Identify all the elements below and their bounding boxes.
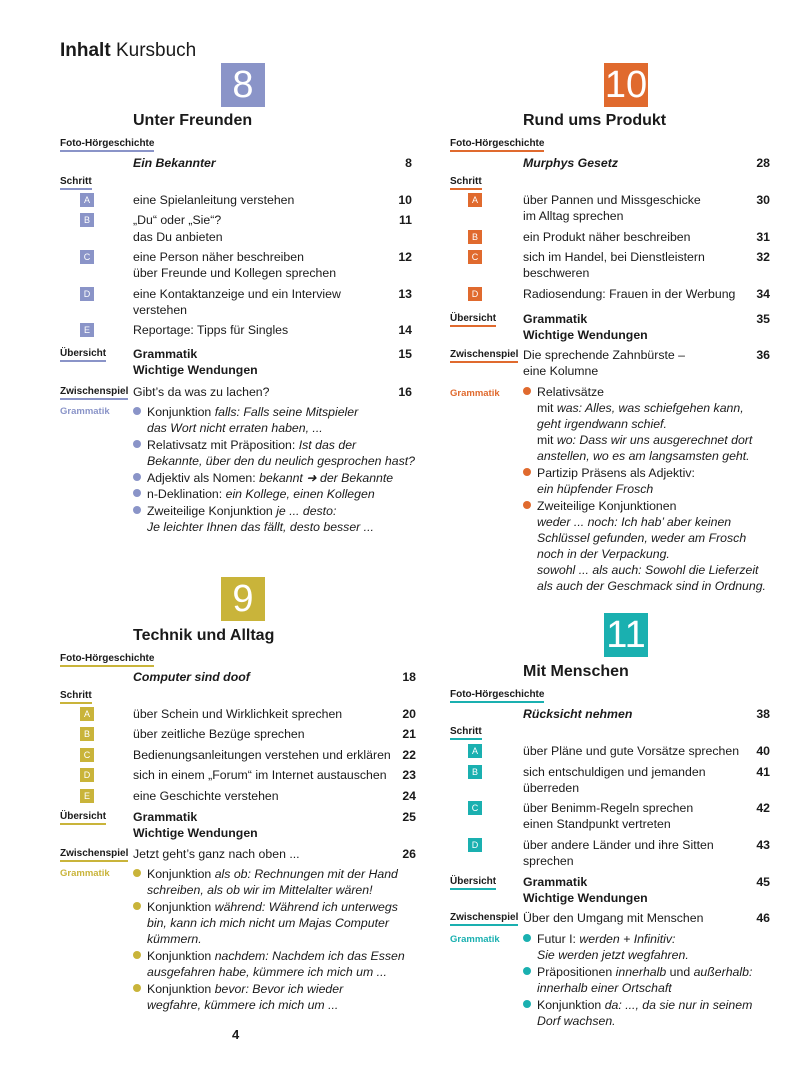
uebersicht-text: Wichtige Wendungen bbox=[133, 363, 258, 377]
bullet-icon bbox=[523, 934, 531, 942]
unit-title: Rund ums Produkt bbox=[523, 112, 667, 129]
step-text: eine Geschichte verstehen bbox=[133, 789, 279, 803]
uebersicht-text: Wichtige Wendungen bbox=[523, 891, 648, 905]
grammar-item-cont: geht irgendwann schief. bbox=[537, 417, 667, 431]
page-ref: 36 bbox=[756, 348, 770, 362]
grammar-item-cont: innerhalb einer Ortschaft bbox=[537, 981, 672, 995]
step-text: sprechen bbox=[523, 854, 574, 868]
bullet-icon bbox=[523, 501, 531, 509]
step-text: sich in einem „Forum“ im Internet austauschen bbox=[133, 768, 387, 782]
uebersicht-text: Grammatik bbox=[523, 312, 588, 326]
page-title: Inhalt Kursbuch bbox=[60, 40, 197, 61]
step-badge-e: E bbox=[80, 323, 94, 337]
step-text: im Alltag sprechen bbox=[523, 209, 624, 223]
grammar-item-cont: noch in der Verpackung. bbox=[537, 547, 670, 561]
step-badge-a: A bbox=[80, 193, 94, 207]
grammar-item: Adjektiv als Nomen: bekannt ➜ der Bekannte bbox=[133, 470, 393, 486]
bullet-icon bbox=[133, 869, 141, 877]
page-ref: 22 bbox=[402, 748, 416, 762]
bullet-icon bbox=[133, 440, 141, 448]
grammatik-label: Grammatik bbox=[450, 934, 500, 945]
uebersicht-label: Übersicht bbox=[60, 811, 106, 825]
grammar-item: Partizip Präsens als Adjektiv: bbox=[523, 465, 695, 481]
grammar-item: Konjunktion während: Während ich unterwegs bbox=[133, 899, 398, 915]
step-badge-a: A bbox=[80, 707, 94, 721]
foto-label: Foto-Hörgeschichte bbox=[60, 138, 154, 152]
grammar-item-cont: mit wo: Dass wir uns ausgerechnet dort bbox=[537, 433, 753, 447]
bullet-icon bbox=[133, 902, 141, 910]
zwischenspiel-label: Zwischenspiel bbox=[60, 848, 128, 862]
grammar-item: Konjunktion nachdem: Nachdem ich das Essen bbox=[133, 948, 405, 964]
bullet-icon bbox=[523, 387, 531, 395]
step-text: „Du“ oder „Sie“? bbox=[133, 213, 222, 227]
foto-title: Rücksicht nehmen bbox=[523, 707, 633, 721]
step-text: Reportage: Tipps für Singles bbox=[133, 323, 289, 337]
page-ref: 25 bbox=[402, 810, 416, 824]
page-ref: 42 bbox=[756, 801, 770, 815]
schritt-label: Schritt bbox=[60, 176, 92, 190]
uebersicht-text: Wichtige Wendungen bbox=[133, 826, 258, 840]
grammatik-label: Grammatik bbox=[450, 388, 500, 399]
page-number: 4 bbox=[232, 1027, 240, 1042]
grammatik-label: Grammatik bbox=[60, 406, 110, 417]
bullet-icon bbox=[523, 468, 531, 476]
zwischenspiel-text: Gibt’s da was zu lachen? bbox=[133, 385, 270, 399]
page-ref: 40 bbox=[756, 744, 770, 758]
bullet-icon bbox=[523, 1000, 531, 1008]
step-badge-c: C bbox=[468, 801, 482, 815]
step-badge-c: C bbox=[80, 250, 94, 264]
step-text: eine Person näher beschreiben bbox=[133, 250, 304, 264]
step-text: eine Kontaktanzeige und ein Interview bbox=[133, 287, 341, 301]
zwischenspiel-text: eine Kolumne bbox=[523, 364, 599, 378]
page-ref: 43 bbox=[756, 838, 770, 852]
grammar-item-cont: weder ... noch: Ich hab’ aber keinen bbox=[537, 515, 732, 529]
uebersicht-label: Übersicht bbox=[450, 313, 496, 327]
page-ref: 21 bbox=[402, 727, 416, 741]
page-ref: 11 bbox=[399, 213, 412, 227]
step-text: Bedienungsanleitungen verstehen und erklären bbox=[133, 748, 391, 762]
step-text: das Du anbieten bbox=[133, 230, 223, 244]
page-ref: 30 bbox=[756, 193, 770, 207]
grammar-item-cont: als auch der Geschmack sind in Ordnung. bbox=[537, 579, 766, 593]
step-badge-e: E bbox=[80, 789, 94, 803]
foto-label: Foto-Hörgeschichte bbox=[450, 138, 544, 152]
uebersicht-text: Wichtige Wendungen bbox=[523, 328, 648, 342]
page-ref: 12 bbox=[398, 250, 412, 264]
uebersicht-text: Grammatik bbox=[133, 810, 198, 824]
grammar-item-cont: kümmern. bbox=[147, 932, 202, 946]
step-text: über andere Länder und ihre Sitten bbox=[523, 838, 714, 852]
foto-label: Foto-Hörgeschichte bbox=[60, 653, 154, 667]
zwischenspiel-label: Zwischenspiel bbox=[60, 386, 128, 400]
uebersicht-label: Übersicht bbox=[60, 348, 106, 362]
step-text: sich entschuldigen und jemanden bbox=[523, 765, 706, 779]
page-ref: 34 bbox=[756, 287, 770, 301]
grammar-item: Zweiteilige Konjunktion je ... desto: bbox=[133, 503, 336, 519]
grammar-item: Futur I: werden + Infinitiv: bbox=[523, 931, 675, 947]
step-text: über Schein und Wirklichkeit sprechen bbox=[133, 707, 343, 721]
bullet-icon bbox=[133, 506, 141, 514]
unit-number-badge: 9 bbox=[221, 577, 265, 621]
page-ref: 31 bbox=[756, 230, 770, 244]
step-badge-b: B bbox=[80, 727, 94, 741]
page-ref: 20 bbox=[402, 707, 416, 721]
step-text: über zeitliche Bezüge sprechen bbox=[133, 727, 305, 741]
step-text: beschweren bbox=[523, 266, 590, 280]
page-ref: 14 bbox=[398, 323, 412, 337]
step-badge-b: B bbox=[80, 213, 94, 227]
page-ref: 26 bbox=[402, 847, 416, 861]
step-badge-d: D bbox=[80, 768, 94, 782]
zwischenspiel-text: Jetzt geht’s ganz nach oben ... bbox=[133, 847, 300, 861]
grammar-item-cont: anstellen, wo es am langsamsten geht. bbox=[537, 449, 750, 463]
step-badge-a: A bbox=[468, 744, 482, 758]
unit-number-badge: 10 bbox=[604, 64, 648, 106]
zwischenspiel-label: Zwischenspiel bbox=[450, 349, 518, 363]
bullet-icon bbox=[133, 473, 141, 481]
grammar-item: Relativsätze bbox=[523, 384, 604, 400]
unit-number-badge: 11 bbox=[604, 613, 648, 657]
step-badge-d: D bbox=[468, 287, 482, 301]
unit-number-badge: 8 bbox=[221, 63, 265, 107]
grammar-item-cont: sowohl ... als auch: Sowohl die Lieferzeit bbox=[537, 563, 759, 577]
uebersicht-label: Übersicht bbox=[450, 876, 496, 890]
page-ref: 10 bbox=[398, 193, 412, 207]
step-text: einen Standpunkt vertreten bbox=[523, 817, 671, 831]
schritt-label: Schritt bbox=[450, 726, 482, 740]
grammar-item-cont: bin, kann ich mich nicht um Majas Computer bbox=[147, 916, 389, 930]
zwischenspiel-label: Zwischenspiel bbox=[450, 912, 518, 926]
step-text: überreden bbox=[523, 781, 580, 795]
step-text: sich im Handel, bei Dienstleistern bbox=[523, 250, 705, 264]
step-text: über Pannen und Missgeschicke bbox=[523, 193, 701, 207]
grammar-item-cont: Schlüssel gefunden, weder am Frosch bbox=[537, 531, 747, 545]
grammar-item: Präpositionen innerhalb und außerhalb: bbox=[523, 964, 752, 980]
grammar-item: n-Deklination: ein Kollege, einen Kollegen bbox=[133, 486, 375, 502]
schritt-label: Schritt bbox=[60, 690, 92, 704]
grammar-item: Konjunktion da: ..., da sie nur in seinem bbox=[523, 997, 752, 1013]
step-text: ein Produkt näher beschreiben bbox=[523, 230, 691, 244]
page-ref: 28 bbox=[756, 156, 770, 170]
grammar-item-cont: schreiben, als ob wir im Mittelalter wären! bbox=[147, 883, 373, 897]
grammar-item-cont: das Wort nicht erraten haben, ... bbox=[147, 421, 323, 435]
foto-title: Computer sind doof bbox=[133, 670, 250, 684]
step-text: verstehen bbox=[133, 303, 188, 317]
uebersicht-text: Grammatik bbox=[523, 875, 588, 889]
foto-title: Ein Bekannter bbox=[133, 156, 216, 170]
foto-label: Foto-Hörgeschichte bbox=[450, 689, 544, 703]
step-text: Radiosendung: Frauen in der Werbung bbox=[523, 287, 736, 301]
schritt-label: Schritt bbox=[450, 176, 482, 190]
zwischenspiel-text: Die sprechende Zahnbürste – bbox=[523, 348, 686, 362]
step-badge-d: D bbox=[80, 287, 94, 301]
page-ref: 35 bbox=[756, 312, 770, 326]
page-ref: 8 bbox=[405, 156, 412, 170]
grammar-item-cont: Bekannte, über den du neulich gesprochen hast? bbox=[147, 454, 415, 468]
grammar-item: Konjunktion als ob: Rechnungen mit der Hand bbox=[133, 866, 398, 882]
grammar-item-cont: Sie werden jetzt wegfahren. bbox=[537, 948, 689, 962]
grammar-item: Relativsatz mit Präposition: Ist das der bbox=[133, 437, 356, 453]
step-badge-a: A bbox=[468, 193, 482, 207]
step-text: über Pläne und gute Vorsätze sprechen bbox=[523, 744, 740, 758]
page-ref: 16 bbox=[398, 385, 412, 399]
step-text: über Benimm-Regeln sprechen bbox=[523, 801, 694, 815]
page-ref: 15 bbox=[398, 347, 412, 361]
step-badge-b: B bbox=[468, 765, 482, 779]
bullet-icon bbox=[523, 967, 531, 975]
step-badge-c: C bbox=[80, 748, 94, 762]
step-badge-d: D bbox=[468, 838, 482, 852]
foto-title: Murphys Gesetz bbox=[523, 156, 618, 170]
uebersicht-text: Grammatik bbox=[133, 347, 198, 361]
grammar-item-cont: wegfahre, kümmere ich mich um ... bbox=[147, 998, 339, 1012]
zwischenspiel-text: Über den Umgang mit Menschen bbox=[523, 911, 704, 925]
grammar-item: Konjunktion falls: Falls seine Mitspieler bbox=[133, 404, 358, 420]
grammar-item-cont: mit was: Alles, was schiefgehen kann, bbox=[537, 401, 744, 415]
grammar-item-cont: Dorf wachsen. bbox=[537, 1014, 616, 1028]
bullet-icon bbox=[133, 951, 141, 959]
unit-title: Technik und Alltag bbox=[133, 627, 275, 644]
grammar-item: Zweiteilige Konjunktionen bbox=[523, 498, 676, 514]
grammar-item: Konjunktion bevor: Bevor ich wieder bbox=[133, 981, 343, 997]
page-ref: 38 bbox=[756, 707, 770, 721]
page-ref: 32 bbox=[756, 250, 770, 264]
step-text: eine Spielanleitung verstehen bbox=[133, 193, 295, 207]
unit-title: Mit Menschen bbox=[523, 663, 629, 680]
grammar-item-cont: Je leichter Ihnen das fällt, desto besser ... bbox=[147, 520, 374, 534]
page-ref: 46 bbox=[756, 911, 770, 925]
bullet-icon bbox=[133, 489, 141, 497]
unit-title: Unter Freunden bbox=[133, 112, 253, 129]
page-ref: 23 bbox=[402, 768, 416, 782]
page-ref: 18 bbox=[402, 670, 416, 684]
step-badge-b: B bbox=[468, 230, 482, 244]
bullet-icon bbox=[133, 407, 141, 415]
bullet-icon bbox=[133, 984, 141, 992]
grammar-item-cont: ausgefahren habe, kümmere ich mich um ... bbox=[147, 965, 387, 979]
page-ref: 24 bbox=[402, 789, 416, 803]
page-ref: 41 bbox=[756, 765, 770, 779]
page-ref: 13 bbox=[398, 287, 412, 301]
step-badge-c: C bbox=[468, 250, 482, 264]
grammar-item-cont: ein hüpfender Frosch bbox=[537, 482, 654, 496]
page-ref: 45 bbox=[756, 875, 770, 889]
grammatik-label: Grammatik bbox=[60, 868, 110, 879]
step-text: über Freunde und Kollegen sprechen bbox=[133, 266, 337, 280]
